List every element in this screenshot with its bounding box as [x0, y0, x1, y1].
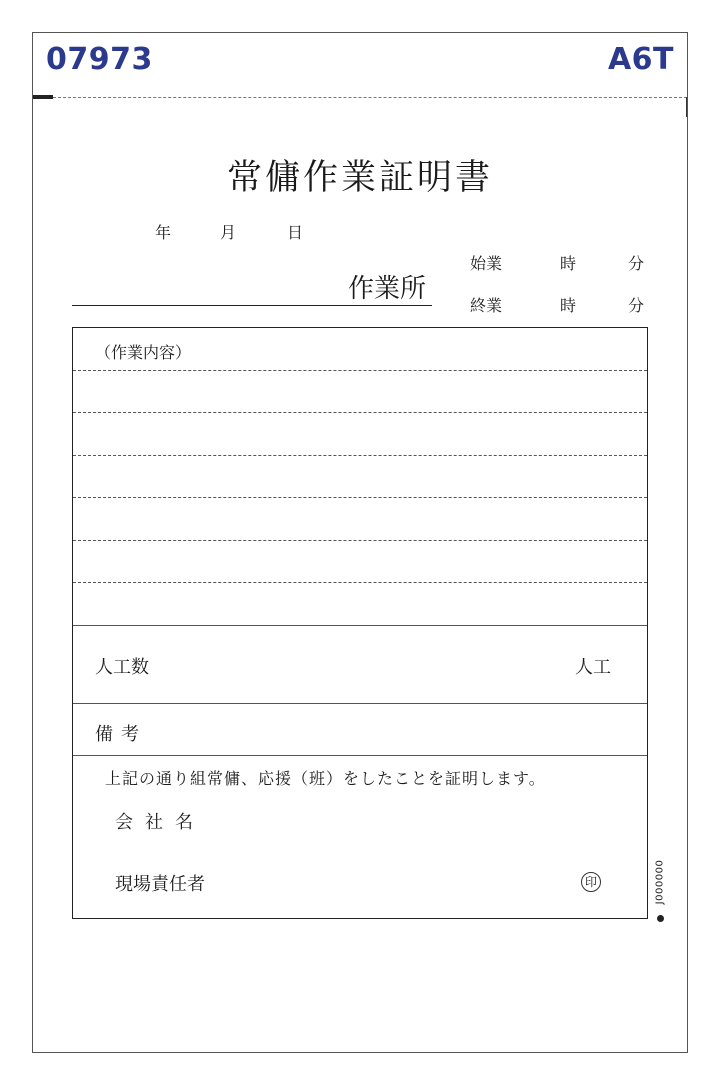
- certification-statement: 上記の通り組常傭、応援（班）をしたことを証明します。: [105, 769, 546, 788]
- date-year-label: 年: [155, 223, 172, 242]
- content-line[interactable]: [73, 455, 647, 456]
- start-hour-label: 時: [560, 254, 577, 273]
- content-line[interactable]: [73, 540, 647, 541]
- binding-edge: [686, 97, 687, 117]
- side-code: [652, 852, 668, 922]
- content-line[interactable]: [73, 370, 647, 371]
- content-line[interactable]: [73, 412, 647, 413]
- form-code: A6T: [607, 42, 674, 77]
- content-line[interactable]: [73, 582, 647, 583]
- date-day-label: 日: [287, 223, 304, 242]
- end-minute-label: 分: [628, 296, 645, 315]
- worksite-label: 作業所: [347, 274, 426, 304]
- form-number: 07973: [46, 42, 153, 77]
- seal-mark: 印: [581, 872, 601, 892]
- remarks-label: 備考: [95, 724, 147, 745]
- start-minute-label: 分: [628, 254, 645, 273]
- workers-count-label: 人工数: [95, 657, 149, 678]
- work-content-label: （作業内容）: [95, 343, 192, 362]
- section-divider: [73, 703, 647, 704]
- end-hour-label: 時: [560, 296, 577, 315]
- company-name-label: 会社名: [115, 812, 205, 833]
- binding-notch: [33, 95, 53, 99]
- date-month-label: 月: [220, 223, 237, 242]
- content-line[interactable]: [73, 497, 647, 498]
- document-title: 常傭作業証明書: [226, 158, 493, 198]
- start-time-label: 始業: [470, 254, 503, 273]
- side-code-text: J000000: [654, 859, 666, 905]
- end-time-label: 終業: [470, 296, 503, 315]
- side-code-dot: [657, 915, 664, 922]
- perforation-line: [33, 97, 687, 98]
- form-box: [72, 327, 648, 919]
- workers-unit-label: 人工: [575, 657, 611, 678]
- site-manager-label: 現場責任者: [115, 874, 205, 895]
- section-divider: [73, 625, 647, 626]
- worksite-field[interactable]: [72, 268, 432, 306]
- section-divider: [73, 755, 647, 756]
